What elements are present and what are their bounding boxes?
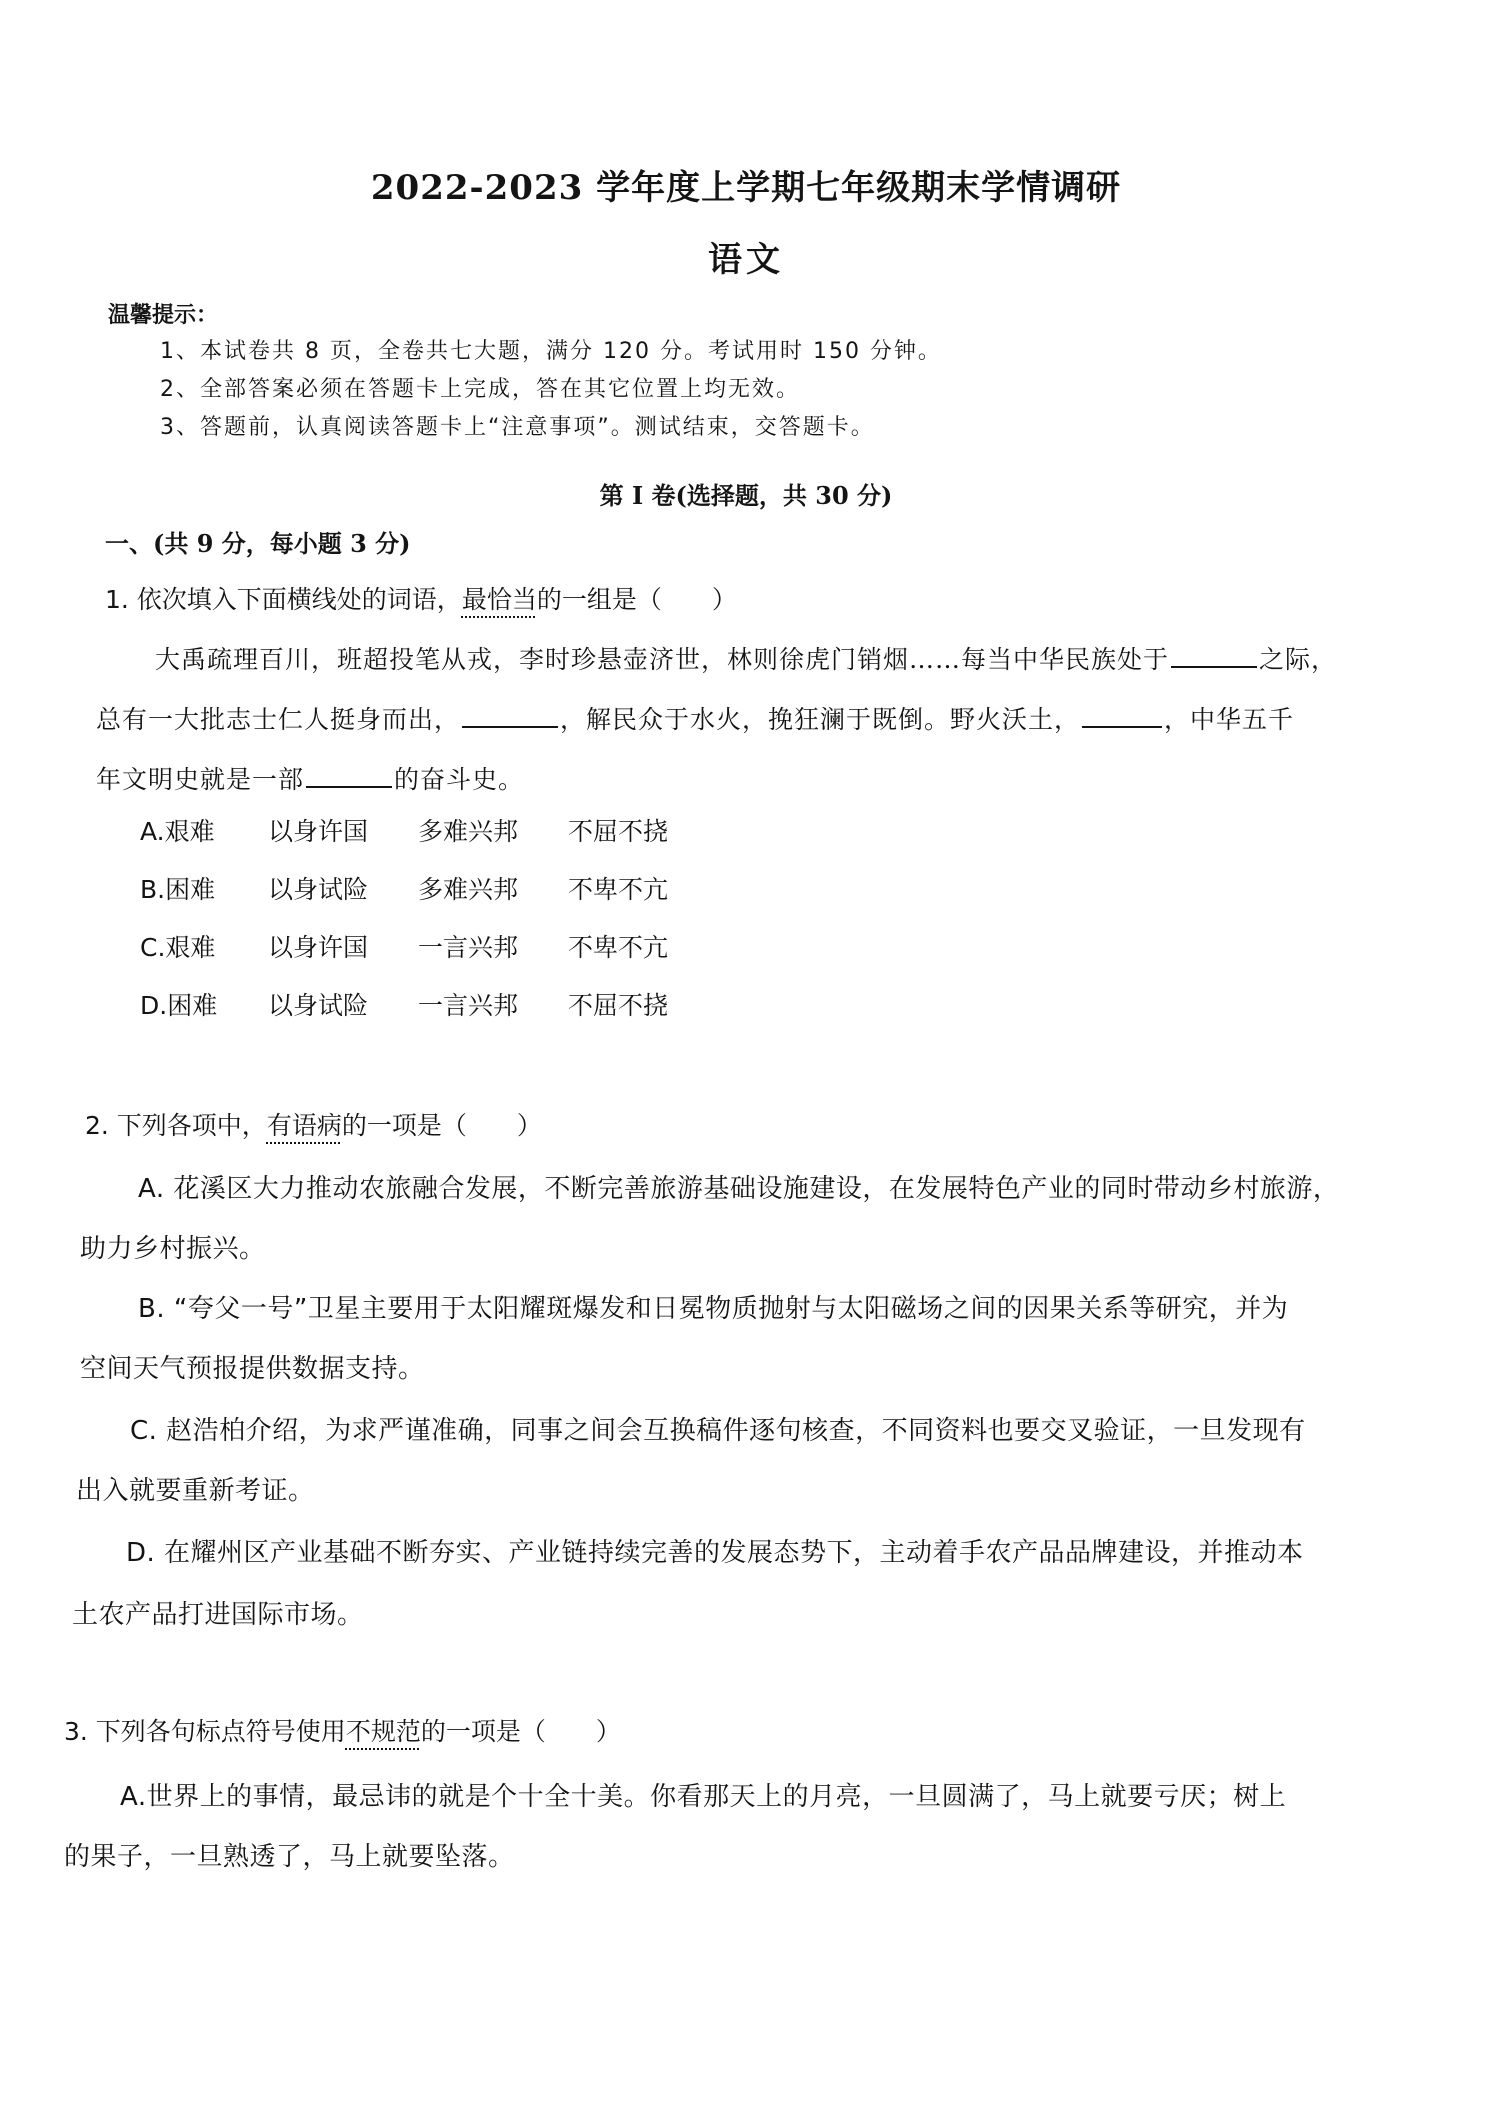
q2-option-b-line-2: 空间天气预报提供数据支持。	[80, 1354, 425, 1384]
question-1-stem-emphasis: 最恰当	[461, 585, 537, 614]
subject-title: 语文	[708, 240, 784, 280]
question-3-stem-post: 的一项是（ ）	[420, 1717, 621, 1746]
fill-blank-1	[1171, 640, 1257, 668]
q2-option-a-line-2: 助力乡村振兴。	[80, 1234, 266, 1264]
option-term: 一言兴邦	[418, 933, 519, 962]
q1-option-b	[140, 870, 740, 902]
q2-option-c-line-1: C. 赵浩柏介绍，为求严谨准确，同事之间会互换稿件逐句核查，不同资料也要交叉验证，一旦发现有	[130, 1416, 1306, 1446]
option-term: 以身许国	[268, 933, 369, 962]
q1-option-c	[140, 928, 740, 960]
option-label: D.困难	[140, 991, 218, 1020]
q2-option-d-line-2: 土农产品打进国际市场。	[72, 1600, 364, 1630]
section-heading: 第 I 卷(选择题，共 30 分)	[599, 481, 893, 510]
option-label: A.艰难	[140, 817, 215, 846]
option-term: 多难兴邦	[418, 817, 519, 846]
q1-option-d	[140, 986, 740, 1018]
tip-item-2: 2、全部答案必须在答题卡上完成，答在其它位置上均无效。	[160, 377, 800, 402]
option-term: 不屈不挠	[568, 817, 669, 846]
tip-item-1: 1、本试卷共 8 页，全卷共七大题，满分 120 分。考试用时 150 分钟。	[160, 339, 942, 364]
question-3-stem-emphasis: 不规范	[345, 1717, 421, 1746]
question-1-stem-pre: 1. 依次填入下面横线处的词语，	[105, 585, 462, 614]
fill-blank-3	[1082, 700, 1162, 728]
question-1-stem	[105, 580, 737, 616]
q1-option-a	[140, 812, 740, 844]
option-term: 多难兴邦	[418, 875, 519, 904]
q1-passage-line-3	[96, 760, 524, 796]
q1-passage-text: 之际，	[1259, 645, 1338, 674]
q2-option-c-line-2: 出入就要重新考证。	[76, 1476, 315, 1506]
q2-option-a-line-1: A. 花溪区大力推动农旅融合发展，不断完善旅游基础设施建设，在发展特色产业的同时带动乡村旅游，	[138, 1174, 1340, 1204]
option-label: C.艰难	[140, 933, 216, 962]
question-3-stem	[64, 1712, 621, 1748]
q1-passage-text: 总有一大批志士仁人挺身而出，	[96, 705, 461, 734]
q3-option-a-line-2: 的果子，一旦熟透了，马上就要坠落。	[64, 1842, 515, 1872]
tips-heading: 温馨提示：	[108, 302, 219, 328]
q2-option-d-line-1: D. 在耀州区产业基础不断夯实、产业链持续完善的发展态势下，主动着手农产品品牌建设，并推动本	[126, 1538, 1304, 1568]
question-3-stem-pre: 3. 下列各句标点符号使用	[64, 1717, 346, 1746]
option-term: 不屈不挠	[568, 991, 669, 1020]
question-1-stem-post: 的一组是（ ）	[536, 585, 737, 614]
part-heading: 一、(共 9 分，每小题 3 分)	[105, 529, 411, 558]
fill-blank-2	[462, 700, 558, 728]
q1-passage-text: 的奋斗史。	[394, 765, 525, 794]
question-2-stem-pre: 2. 下列各项中，	[85, 1111, 267, 1140]
q1-passage-text: 大禹疏理百川，班超投笔从戎，李时珍悬壶济世，林则徐虎门销烟……每当中华民族处于	[155, 645, 1170, 674]
option-label: B.困难	[140, 875, 216, 904]
q1-passage-text: ，中华五千	[1164, 705, 1295, 734]
q3-option-a-line-1: A.世界上的事情，最忌讳的就是个十全十美。你看那天上的月亮，一旦圆满了，马上就要亏厌；树上	[120, 1782, 1287, 1812]
tip-item-3: 3、答题前，认真阅读答题卡上“注意事项”。测试结束，交答题卡。	[160, 415, 875, 440]
option-term: 以身许国	[268, 817, 369, 846]
question-2-stem-post: 的一项是（ ）	[341, 1111, 542, 1140]
option-term: 不卑不亢	[568, 875, 669, 904]
option-term: 不卑不亢	[568, 933, 669, 962]
option-term: 以身试险	[268, 991, 369, 1020]
option-term: 一言兴邦	[418, 991, 519, 1020]
q1-passage-line-1	[155, 640, 1337, 676]
option-term: 以身试险	[268, 875, 369, 904]
q2-option-b-line-1: B. “夸父一号”卫星主要用于太阳耀斑爆发和日冕物质抛射与太阳磁场之间的因果关系等研究，并为	[138, 1294, 1289, 1324]
question-2-stem	[85, 1106, 542, 1142]
q1-passage-line-2	[96, 700, 1294, 736]
question-2-stem-emphasis: 有语病	[266, 1111, 342, 1140]
exam-title: 2022-2023 学年度上学期七年级期末学情调研	[370, 168, 1122, 208]
q1-passage-text: 年文明史就是一部	[96, 765, 305, 794]
q1-passage-text: ，解民众于水火，挽狂澜于既倒。野火沃土，	[560, 705, 1081, 734]
fill-blank-4	[306, 760, 392, 788]
